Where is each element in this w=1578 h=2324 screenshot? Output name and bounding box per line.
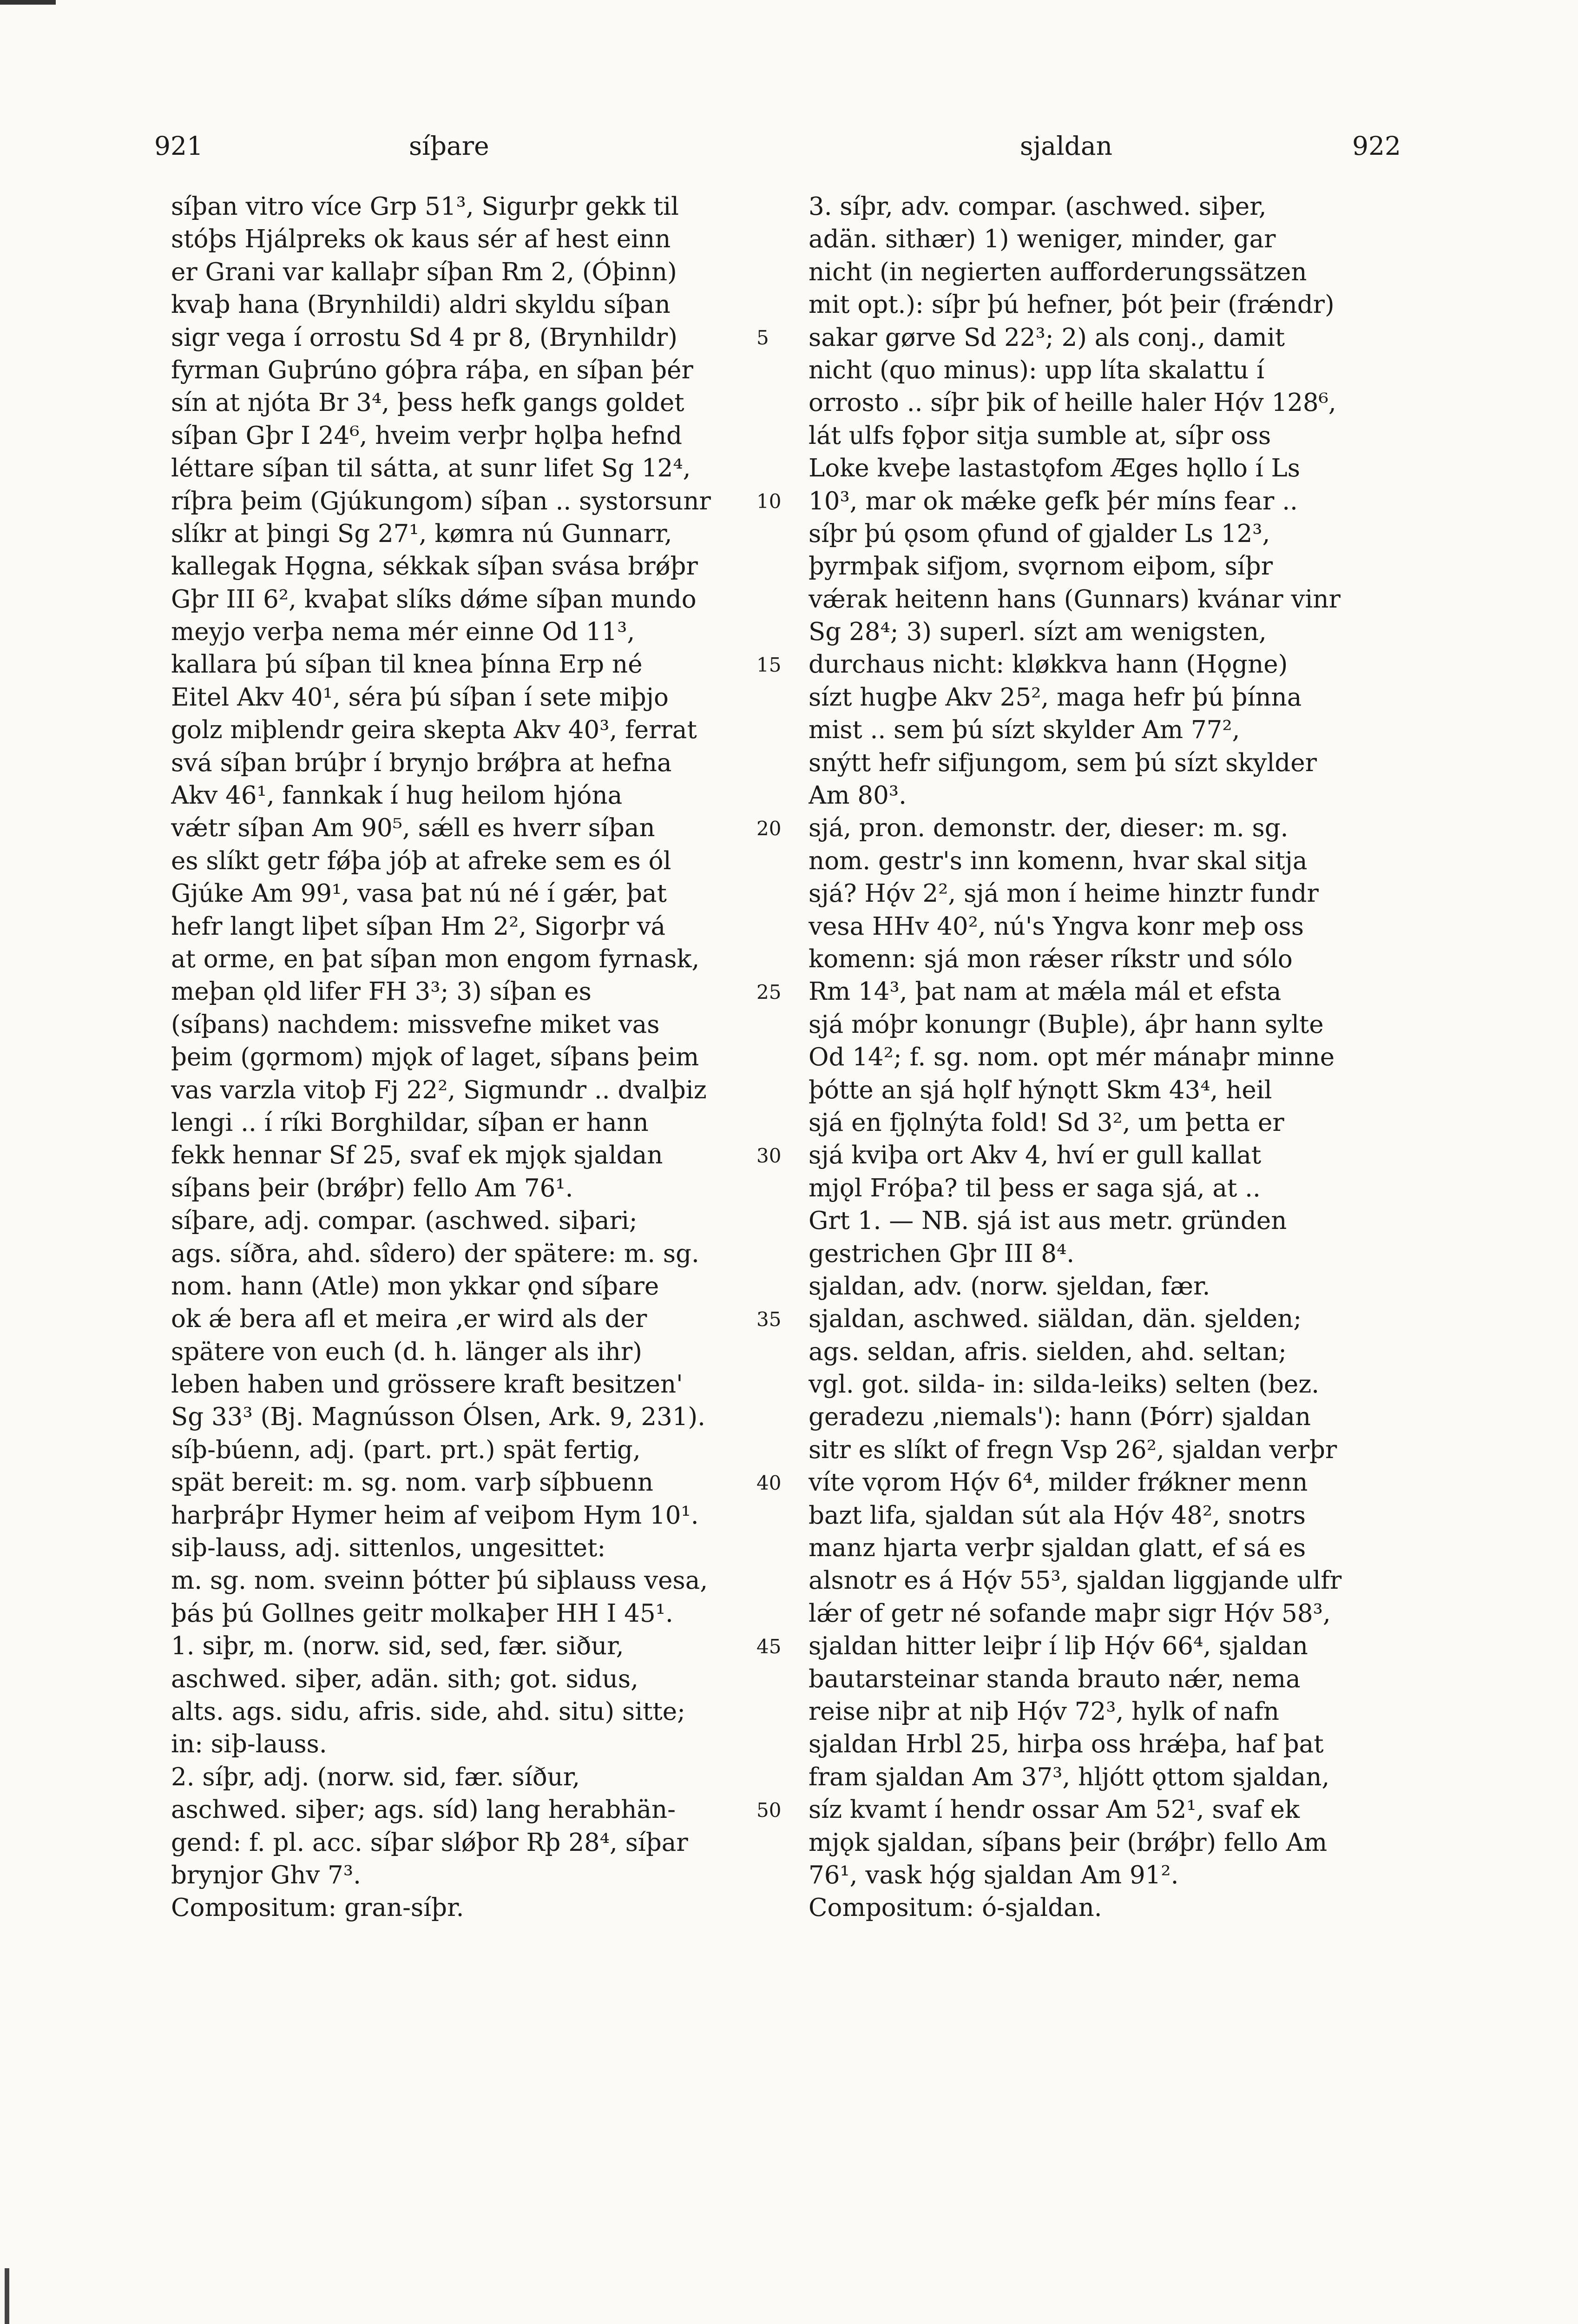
text-line: es slíkt getr fǿþa jóþ at afreke sem es ól	[171, 846, 671, 875]
text-line: Gjúke Am 99¹, vasa þat nú né í gǽr, þat	[171, 879, 667, 908]
text-line: er Grani var kallaþr síþan Rm 2, (Óþinn)	[171, 257, 677, 286]
text-line: nom. hann (Atle) mon ykkar ǫnd síþare	[171, 1272, 659, 1301]
text-line: 1. siþr, m. (norw. sid, sed, fær. siður,	[171, 1632, 624, 1661]
text-line: sjaldan, adv. (norw. sjeldan, fær.	[809, 1272, 1210, 1301]
text-line: Sg 28⁴; 3) superl. sízt am wenigsten,	[809, 618, 1267, 647]
text-line: snýtt hefr sifjungom, sem þú sízt skylder	[809, 748, 1317, 777]
text-line: vesa HHv 40², nú's Yngva konr meþ oss	[809, 912, 1304, 941]
text-line: Rm 14³, þat nam at mǽla mál et efsta	[809, 977, 1282, 1006]
text-line: kallara þú síþan til knea þínna Erp né	[171, 650, 643, 679]
text-line: sakar gørve Sd 22³; 2) als conj., damit	[809, 323, 1285, 352]
right-running-head: sjaldan	[1020, 131, 1113, 161]
text-line: mit opt.): síþr þú hefner, þót þeir (frǽndr)	[809, 290, 1335, 319]
text-line: meyjo verþa nema mér einne Od 11³,	[171, 618, 635, 647]
line-number: 20	[756, 817, 782, 840]
text-line: síþare, adj. compar. (aschwed. siþari;	[171, 1207, 638, 1235]
text-line: kvaþ hana (Brynhildi) aldri skyldu síþan	[171, 290, 671, 319]
text-line: (síþans) nachdem: missvefne miket vas	[171, 1010, 660, 1039]
text-line: golz miþlendr geira skepta Akv 40³, ferrat	[171, 716, 697, 745]
text-line: leben haben und grössere kraft besitzen'	[171, 1370, 683, 1399]
text-line: Eitel Akv 40¹, séra þú síþan í sete miþjo	[171, 683, 669, 712]
text-line: at orme, en þat síþan mon engom fyrnask,	[171, 944, 700, 973]
text-line: bautarsteinar standa brauto nǽr, nema	[809, 1664, 1301, 1693]
line-number: 10	[756, 489, 782, 513]
text-line: brynjor Ghv 7³.	[171, 1861, 361, 1889]
text-line: durchaus nicht: kløkkva hann (Hǫgne)	[809, 650, 1288, 679]
text-line: reise niþr at niþ Hǫ́v 72³, hylk of nafn	[809, 1697, 1280, 1726]
right-column	[809, 191, 1396, 1925]
text-line: lengi .. í ríki Borghildar, síþan er hann	[171, 1108, 649, 1137]
text-line: síþ-búenn, adj. (part. prt.) spät fertig,	[171, 1435, 641, 1464]
text-line: svá síþan brúþr í brynjo brǿþra at hefna	[171, 748, 672, 777]
line-number: 40	[756, 1471, 782, 1494]
line-number: 50	[756, 1798, 782, 1822]
text-line: spät bereit: m. sg. nom. varþ síþbuenn	[171, 1468, 654, 1497]
text-line: Grt 1. — NB. sjá ist aus metr. gründen	[809, 1207, 1287, 1235]
text-line: Sg 33³ (Bj. Magnússon Ólsen, Ark. 9, 231).	[171, 1403, 706, 1432]
text-line: sigr vega í orrostu Sd 4 pr 8, (Brynhildr)	[171, 323, 677, 352]
text-line: fyrman Guþrúno góþra ráþa, en síþan þér	[171, 356, 693, 384]
right-page-number: 922	[1352, 131, 1401, 161]
text-line: manz hjarta verþr sjaldan glatt, ef sá es	[809, 1534, 1306, 1563]
line-number: 15	[756, 653, 782, 676]
text-line: sjaldan hitter leiþr í liþ Hǫ́v 66⁴, sjaldan	[809, 1632, 1308, 1661]
text-line: Akv 46¹, fannkak í hug heilom hjóna	[171, 781, 623, 810]
text-line: sjá, pron. demonstr. der, dieser: m. sg.	[809, 814, 1289, 843]
text-line: gend: f. pl. acc. síþar slǿþor Rþ 28⁴, síþar	[171, 1828, 688, 1857]
text-line: vas varzla vitoþ Fj 22², Sigmundr .. dvalþiz	[171, 1076, 707, 1104]
text-line: síþans þeir (brǿþr) fello Am 76¹.	[171, 1174, 573, 1202]
page-header	[0, 131, 1578, 168]
left-column	[171, 191, 752, 1925]
text-line: slíkr at þingi Sg 27¹, kømra nú Gunnarr,	[171, 519, 672, 548]
text-line: spätere von euch (d. h. länger als ihr)	[171, 1337, 642, 1366]
line-number: 35	[756, 1307, 782, 1331]
text-line: sjá móþr konungr (Buþle), áþr hann sylte	[809, 1010, 1324, 1039]
text-line: m. sg. nom. sveinn þótter þú siþlauss vesa,	[171, 1566, 708, 1595]
text-line: komenn: sjá mon rǽser ríkstr und sólo	[809, 944, 1293, 973]
text-line: 3. síþr, adv. compar. (aschwed. siþer,	[809, 192, 1267, 221]
text-line: ok ǽ bera afl et meira ‚er wird als der	[171, 1305, 647, 1334]
text-line: nicht (in negierten aufforderungssätzen	[809, 257, 1307, 286]
text-line: síþan vitro více Grp 51³, Sigurþr gekk til	[171, 192, 679, 221]
text-line: mjǫl Fróþa? til þess er saga sjá, at ..	[809, 1174, 1261, 1202]
text-line: alts. ags. sidu, afris. side, ahd. situ) sitte;	[171, 1697, 686, 1726]
line-number: 30	[756, 1144, 782, 1167]
text-line: Compositum: gran-síþr.	[171, 1894, 464, 1922]
text-line: mist .. sem þú sízt skylder Am 77²,	[809, 716, 1240, 745]
text-line: adän. sithær) 1) weniger, minder, gar	[809, 225, 1276, 254]
text-line: bazt lifa, sjaldan sút ala Hǫ́v 48², snotrs	[809, 1501, 1306, 1530]
text-line: síþr þú ǫsom ǫfund of gjalder Ls 12³,	[809, 519, 1270, 548]
text-line: Compositum: ó-sjaldan.	[809, 1894, 1102, 1922]
text-line: fram sjaldan Am 37³, hljótt ǫttom sjaldan,	[809, 1763, 1330, 1791]
text-line: Loke kveþe lastastǫfom Æges hǫllo í Ls	[809, 454, 1300, 483]
text-line: nicht (quo minus): upp líta skalattu í	[809, 356, 1265, 384]
scan-edge-mark	[5, 2268, 9, 2324]
text-line: þótte an sjá hǫlf hýnǫtt Skm 43⁴, heil	[809, 1076, 1272, 1104]
text-line: alsnotr es á Hǫ́v 55³, sjaldan liggjande ulfr	[809, 1566, 1342, 1595]
text-line: sjá kviþa ort Akv 4, hví er gull kallat	[809, 1141, 1262, 1170]
text-line: sín at njóta Br 3⁴, þess hefk gangs goldet	[171, 389, 684, 417]
text-line: stóþs Hjálpreks ok kaus sér af hest einn	[171, 225, 671, 254]
text-line: mjǫk sjaldan, síþans þeir (brǿþr) fello Am	[809, 1828, 1328, 1857]
text-line: lát ulfs fǫþor sitja sumble at, síþr oss	[809, 421, 1271, 450]
text-line: síz kvamt í hendr ossar Am 52¹, svaf ek	[809, 1796, 1300, 1824]
text-line: orrosto .. síþr þik of heille haler Hǫ́v 128⁶,	[809, 389, 1336, 417]
text-line: lǽr of getr né sofande maþr sigr Hǫ́v 58³,	[809, 1599, 1331, 1628]
text-line: aschwed. siþer; ags. síd) lang herabhän-	[171, 1796, 676, 1824]
text-line: in: siþ-lauss.	[171, 1730, 327, 1759]
scan-edge-mark	[0, 0, 56, 5]
text-line: kallegak Hǫgna, sékkak síþan svása brǿþr	[171, 552, 698, 581]
text-line: Od 14²; f. sg. nom. opt mér mánaþr minne	[809, 1043, 1335, 1072]
text-line: víte vǫrom Hǫ́v 6⁴, milder frǿkner menn	[809, 1468, 1308, 1497]
line-number: 25	[756, 980, 782, 1004]
text-line: sjaldan, aschwed. siäldan, dän. sjelden;	[809, 1305, 1302, 1334]
text-line: harþráþr Hymer heim af veiþom Hym 10¹.	[171, 1501, 699, 1530]
text-line: síþan Gþr I 24⁶, hveim verþr hǫlþa hefnd	[171, 421, 683, 450]
text-line: Gþr III 6², kvaþat slíks dǿme síþan mundo	[171, 585, 697, 614]
text-line: geradezu ‚niemals'): hann (Þórr) sjaldan	[809, 1403, 1311, 1432]
text-line: vgl. got. silda- in: silda-leiks) selten (bez.	[809, 1370, 1320, 1399]
text-line: sízt hugþe Akv 25², maga hefr þú þínna	[809, 683, 1302, 712]
text-line: sjá? Hǫ́v 2², sjá mon í heime hinztr fundr	[809, 879, 1319, 908]
text-line: þyrmþak sifjom, svǫrnom eiþom, síþr	[809, 552, 1273, 581]
text-line: sjaldan Hrbl 25, hirþa oss hrǽþa, haf þat	[809, 1730, 1324, 1759]
text-line: siþ-lauss, adj. sittenlos, ungesittet:	[171, 1534, 606, 1563]
text-line: 2. síþr, adj. (norw. sid, fær. síður,	[171, 1763, 580, 1791]
text-line: þeim (gǫrmom) mjǫk of laget, síþans þeim	[171, 1043, 699, 1072]
line-number: 45	[756, 1635, 782, 1658]
text-line: sitr es slíkt of fregn Vsp 26², sjaldan verþr	[809, 1435, 1337, 1464]
line-number: 5	[756, 326, 769, 349]
text-line: vǽtr síþan Am 90⁵, sǽll es hverr síþan	[171, 814, 655, 843]
text-line: 10³, mar ok mǽke gefk þér míns fear ..	[809, 487, 1298, 515]
text-line: gestrichen Gþr III 8⁴.	[809, 1239, 1075, 1268]
text-line: fekk hennar Sf 25, svaf ek mjǫk sjaldan	[171, 1141, 663, 1170]
text-line: léttare síþan til sátta, at sunr lifet Sg 12⁴,	[171, 454, 691, 483]
text-line: ríþra þeim (Gjúkungom) síþan .. systorsunr	[171, 487, 711, 515]
text-line: sjá en fjǫlnýta fold! Sd 3², um þetta er	[809, 1108, 1284, 1137]
text-line: þás þú Gollnes geitr molkaþer HH I 45¹.	[171, 1599, 673, 1628]
left-page-number: 921	[154, 131, 203, 161]
text-line: ags. seldan, afris. sielden, ahd. seltan;	[809, 1337, 1287, 1366]
text-line: hefr langt liþet síþan Hm 2², Sigorþr vá	[171, 912, 666, 941]
text-line: meþan ǫld lifer FH 3³; 3) síþan es	[171, 977, 592, 1006]
text-line: vǽrak heitenn hans (Gunnars) kvánar vinr	[809, 585, 1341, 614]
text-line: ags. síðra, ahd. sîdero) der spätere: m. sg.	[171, 1239, 699, 1268]
text-line: nom. gestr's inn komenn, hvar skal sitja	[809, 846, 1308, 875]
left-running-head: síþare	[409, 131, 489, 161]
text-line: Am 80³.	[809, 781, 907, 810]
text-line: 76¹, vask hǫ́g sjaldan Am 91².	[809, 1861, 1179, 1889]
text-line: aschwed. siþer, adän. sith; got. sidus,	[171, 1664, 638, 1693]
